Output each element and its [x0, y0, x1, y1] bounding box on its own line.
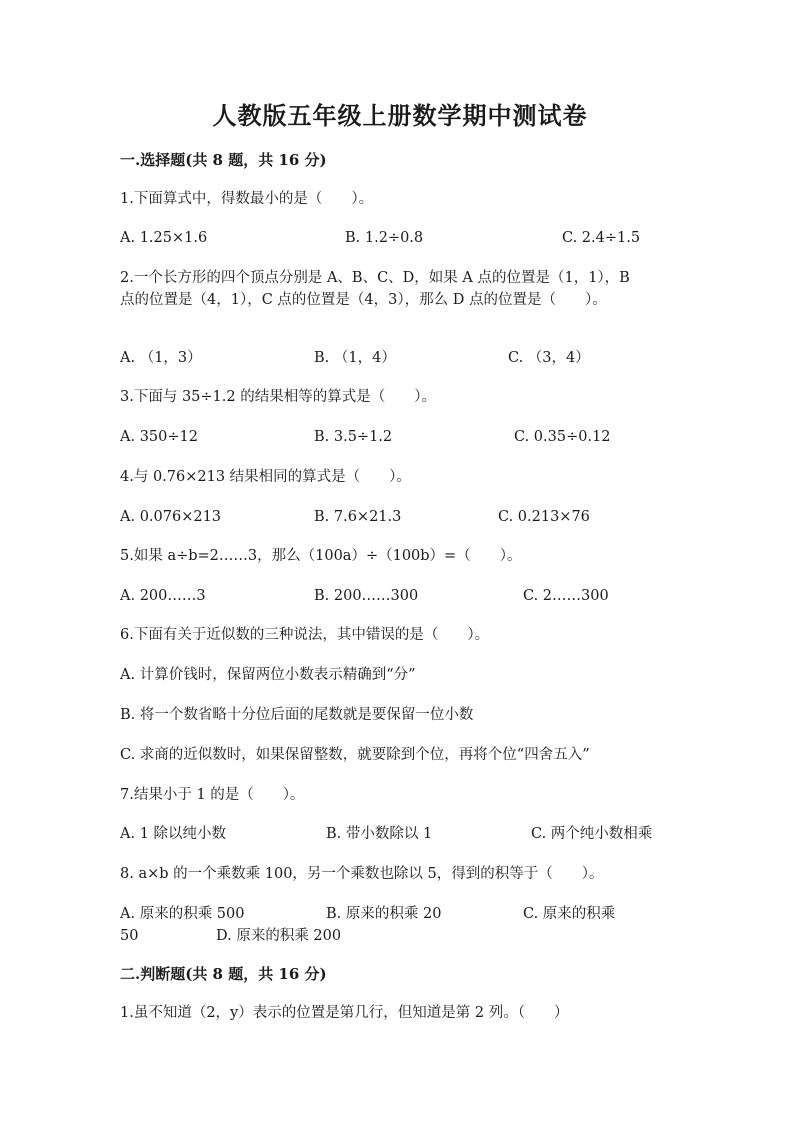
question-1-option-a: A. 1.25×1.6: [120, 230, 208, 246]
question-7-option-a: A. 1 除以纯小数: [120, 826, 227, 842]
page-title: 人教版五年级上册数学期中测试卷: [212, 101, 588, 130]
section-heading-judgement: 二.判断题(共 8 题，共 16 分): [120, 965, 327, 983]
question-5-stem: 5.如果 a÷b=2……3，那么（100a）÷（100b）=（ ）。: [120, 548, 522, 564]
question-7-stem: 7.结果小于 1 的是（ ）。: [120, 787, 305, 803]
question-3-option-c: C. 0.35÷0.12: [514, 429, 611, 445]
question-8-option-c-continued: 50: [120, 928, 139, 944]
question-6-stem: 6.下面有关于近似数的三种说法，其中错误的是（ ）。: [120, 627, 490, 643]
question-1-stem: 1.下面算式中，得数最小的是（ ）。: [120, 191, 374, 207]
question-3-stem: 3.下面与 35÷1.2 的结果相等的算式是（ ）。: [120, 389, 436, 405]
question-8-option-c: C. 原来的积乘: [523, 906, 616, 922]
question-6-option-c: C. 求商的近似数时，如果保留整数，就要除到个位，再将个位“四舍五入”: [120, 747, 590, 763]
question-5-option-b: B. 200……300: [314, 588, 419, 604]
question-4-option-b: B. 7.6×21.3: [314, 509, 402, 525]
question-7-option-c: C. 两个纯小数相乘: [531, 826, 653, 842]
question-8-option-b: B. 原来的积乘 20: [326, 906, 442, 922]
question-6-option-b: B. 将一个数省略十分位后面的尾数就是要保留一位小数: [120, 707, 474, 723]
question-5-option-c: C. 2……300: [523, 588, 609, 604]
question-8-option-d: D. 原来的积乘 200: [216, 928, 342, 944]
question-2-stem-line1: 2.一个长方形的四个顶点分别是 A、B、C、D，如果 A 点的位置是（1，1），B: [120, 270, 630, 286]
question-4-stem: 4.与 0.76×213 结果相同的算式是（ ）。: [120, 469, 411, 485]
question-2-stem-line2: 点的位置是（4，1），C 点的位置是（4，3），那么 D 点的位置是（ ）。: [120, 292, 607, 308]
question-2-option-c: C. （3，4）: [508, 350, 590, 366]
question-1-option-b: B. 1.2÷0.8: [345, 230, 424, 246]
question-6-option-a: A. 计算价钱时，保留两位小数表示精确到“分”: [120, 667, 416, 683]
question-8-stem: 8. a×b 的一个乘数乘 100，另一个乘数也除以 5，得到的积等于（ ）。: [120, 866, 604, 882]
question-7-option-b: B. 带小数除以 1: [326, 826, 433, 842]
question-8-option-a: A. 原来的积乘 500: [120, 906, 245, 922]
question-5-option-a: A. 200……3: [120, 588, 206, 604]
question-2-option-a: A. （1，3）: [120, 350, 202, 366]
judgement-1-stem: 1.虽不知道（2，y）表示的位置是第几行，但知道是第 2 列。（ ）: [120, 1005, 569, 1021]
question-3-option-b: B. 3.5÷1.2: [314, 429, 393, 445]
question-2-option-b: B. （1，4）: [314, 350, 396, 366]
question-4-option-a: A. 0.076×213: [120, 509, 222, 525]
section-heading-choice: 一.选择题(共 8 题，共 16 分): [120, 151, 327, 169]
question-3-option-a: A. 350÷12: [120, 429, 198, 445]
question-1-option-c: C. 2.4÷1.5: [562, 230, 641, 246]
question-4-option-c: C. 0.213×76: [498, 509, 590, 525]
